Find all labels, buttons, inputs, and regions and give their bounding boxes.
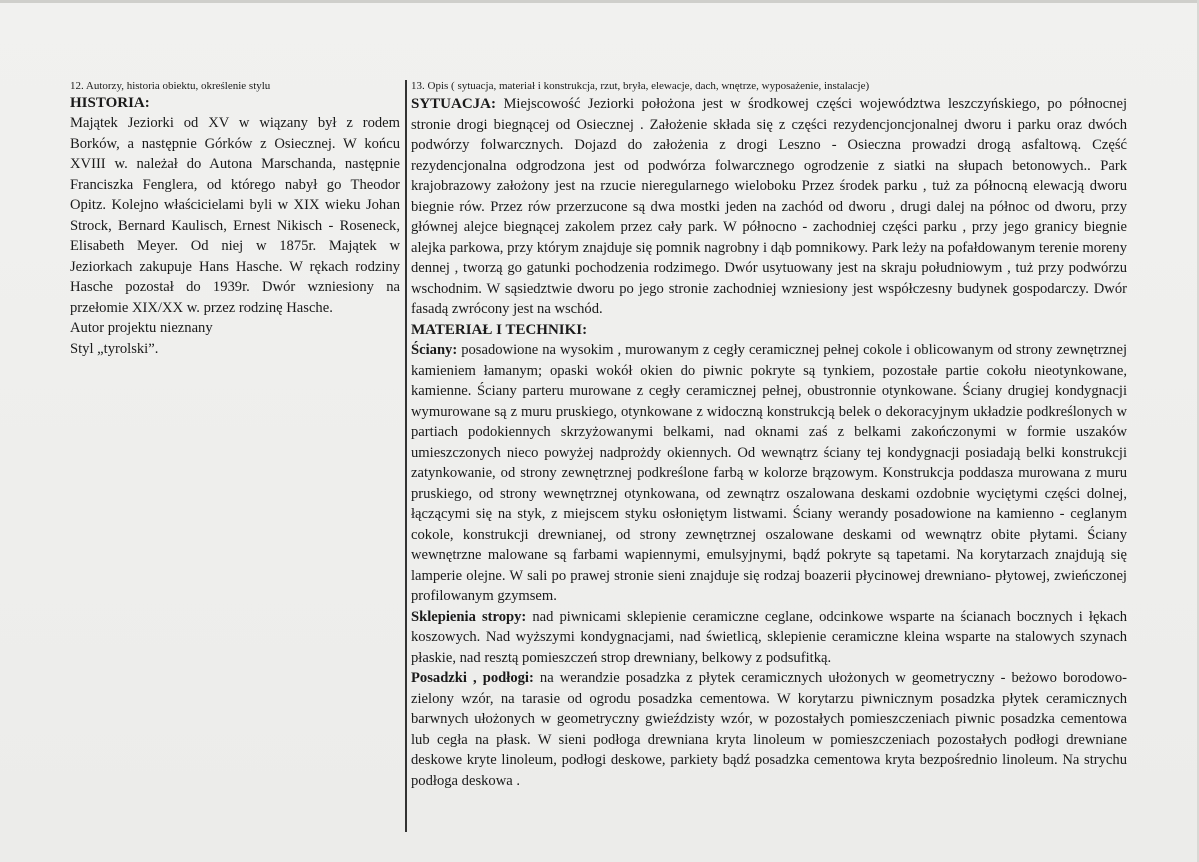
history-text: Majątek Jeziorki od XV w wiązany był z rodem Borków, a następnie Górków z Osiecznej. W końcu XVIII w. należał do Autona Marschanda, następnie Franciszka Fenglera, od którego nabył go Theodor Opitz. Kolejno właścicielami byli w XIX wieku Johan Strock, Bernard Kaulisch, Ernest Nikisch - Roseneck, Elisabeth Meyer. Od niej w 1875r. Majątek w Jeziorkach zakupuje Hans Hasche. W rękach rodziny Hasche pozostał do 1939r. Dwór wzniesiony na przełomie XIX/XX w. przez rodzinę Hasche. bbox=[70, 115, 400, 316]
author-line: Autor projektu nieznany bbox=[70, 320, 213, 336]
style-line: Styl „tyrolski”. bbox=[70, 340, 159, 357]
floors-label: Posadzki , podłogi: bbox=[411, 670, 534, 686]
scan-top-edge bbox=[0, 0, 1199, 3]
situation-label: SYTUACJA: bbox=[411, 96, 497, 112]
description-caption: 13. Opis ( sytuacja, materiał i konstrukcja, rzut, bryła, elewacje, dach, wnętrze, wyposażenie, instalacje) bbox=[411, 80, 870, 92]
situation-paragraph bbox=[411, 94, 1127, 320]
vaults-label: Sklepienia stropy: bbox=[411, 608, 527, 625]
column-divider bbox=[405, 80, 407, 832]
description-column bbox=[411, 79, 1127, 791]
history-caption: 12. Autorzy, historia obiektu, określenie stylu bbox=[70, 80, 271, 92]
vaults-text: nad piwnicami sklepienie ceramiczne ceglane, odcinkowe wsparte na ścianach bocznych i łękach koszowych. Nad wyższymi kondygnacjami, nad świetlicą, sklepienie ceramiczne kleina wsparte na stalowych szynach płaskie, nad resztą pomieszczeń strop drewniany, belkowy z podsufitką. bbox=[411, 608, 1127, 666]
walls-text: posadowione na wysokim , murowanym z cegły ceramicznej pełnej cokole i oblicowanym od strony zewnętrznej kamieniem łamanym; opaski wokół okien do piwnic pokryte są tynkiem, pozostałe partie cokołu nieotynkowane, kamienne. Ściany parteru murowane z cegły ceramicznej pełnej, obustronnie otynkowane. Ściany drugiej kondygnacji wymurowane są z muru pruskiego, otynkowane z widoczną konstrukcją belek o dekoracyjnym układzie podkreślonych w partiach podokiennych skrzyżowanymi belkami, nad oknami zaś z belkami zakończonymi w formie uszaków umieszczonych nieco powyżej nadprożdy okiennych. Od wewnątrz ściany tej kondygnacji posiadają belki konstrukcji zatynkowanie, od strony zewnętrznej podkreślone farbą w kolorze brązowym. Konstrukcja poddasza murowana z muru pruskiego, od strony wewnętrznej otynkowana, od zewnątrz oszalowana deskami ozdobnie wyciętymi części dolnej, łączącymi się na styk, z miejscem styku osłoniętym listwami. Ściany werandy posadowione na kamienno - ceglanym cokole, konstrukcji drewnianej, od strony zewnętrznej oszalowane deskami od wewnątrz obite płytami. Ściany wewnętrzne malowane są farbami wapiennymi, emulsyjnymi, bądź pokryte są tapetami. Na korytarzach znajdują się lamperie olejne. W sali po prawej stronie sieni znajduje się rodzaj boazerii płycinowej drewniano- płytowej, zwieńczonej profilowanym gzymsem. bbox=[411, 342, 1127, 604]
history-heading: HISTORIA: bbox=[70, 95, 150, 111]
walls-paragraph bbox=[411, 340, 1127, 607]
floors-text: na werandzie posadzka z płytek ceramicznych ułożonych w geometryczny - beżowo borodowo- zielony wzór, na tarasie od ogrodu posadzka cementowa. W korytarzu piwnicznym posadzka płytek ceramicznych barwnych ułożonych w geometryczny gwieździsty wzór, w pozostałych pomieszczeniach piwnic posadzka cementowa lub cegła na płask. W sieni podłoga drewniana kryta linoleum w pomieszczeniach pozostałych podłogi drewniane deskowe kryte linoleum, podłogi deskowe, parkiety bądź posadzka cementowa kryta bezpośrednio linoleum. Na strychu podłoga deskowa . bbox=[411, 670, 1127, 789]
walls-label: Ściany: bbox=[411, 342, 458, 358]
floors-paragraph bbox=[411, 668, 1127, 791]
materials-heading: MATERIAŁ I TECHNIKI: bbox=[411, 321, 588, 338]
vaults-paragraph bbox=[411, 607, 1127, 669]
situation-text: Miejscowość Jeziorki położona jest w środkowej części województwa leszczyńskiego, po północnej stronie drogi biegnącej od Osiecznej . Założenie składa się z części rezydencjoncjonalnej dworu i parku oraz dwóch podwórzy folwarcznych. Dojazd do założenia z drogi Leszno - Osieczna prowadzi drogą asfaltową. Część rezydencjonalna odgrodzona jest od podwórza folwarcznego ogrodzenie z siatki na słupach betonowych.. Park krajobrazowy założony jest na rzucie nieregularnego wieloboku Przez środek parku , tuż za północną elewacją dworu biegnie rów. Przez rów przerzucone są dwa mostki jeden na zachód od dworu , drugi dalej na północ od dworu, przy głównej alejce biegnącej zakolem przez cały park. W północno - zachodniej części parku , przy jego granicy biegnie alejka parkowa, przy którym znajduje się pomnik nagrobny i dąb pomnikowy. Park leży na pofałdowanym terenie moreny dennej , tworzą go gatunki pochodzenia rodzimego. Dwór usytuowany jest na skraju południowym , tuż przy podwórzu wschodnim. W sąsiedztwie dworu po jego stronie zachodniej wzniesiony jest współczesny budynek gospodarczy. Dwór fasadą zwrócony jest na wschód. bbox=[411, 96, 1127, 317]
history-column bbox=[70, 79, 400, 359]
